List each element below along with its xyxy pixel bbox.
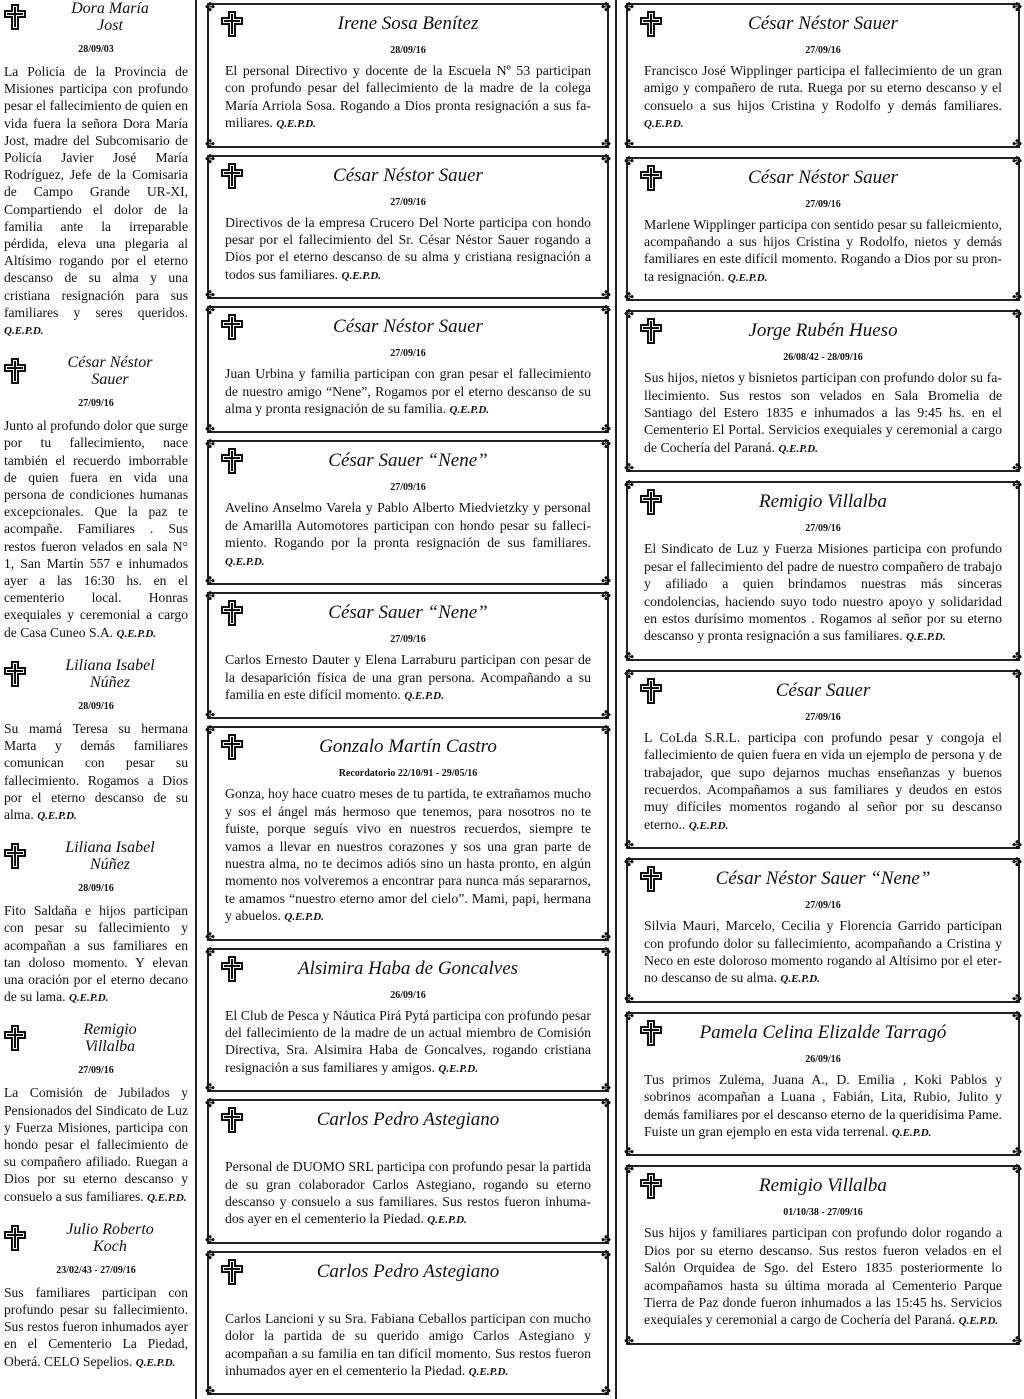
qepd: Q.E.P.D. [644,118,684,131]
deceased-name: César Néstor Sauer [333,316,483,338]
date: 27/09/16 [390,634,426,646]
deceased-name: Carlos Pedro Astegiano [316,1109,500,1131]
qepd: Q.E.P.D. [4,325,44,338]
corner-ornament-icon: ✤ [1011,1333,1022,1348]
corner-ornament-icon: ✤ [1011,838,1022,853]
middle-column [205,0,611,1399]
cross-icon [221,956,243,987]
obituary-text: Avelino Anselmo Varela y Pablo Alberto Miedvietzky y personal de Amarilla Automotores participan con hondo pesar su fallecimiento. Rogando por la pronta resignación de sus familiares. Q.E.P.D. [225,500,591,568]
date: 26/08/42 - 28/09/16 [783,352,863,364]
corner-ornament-icon: ✤ [600,944,611,959]
obituary-box [624,307,1022,476]
corner-ornament-icon: ✤ [624,307,635,322]
corner-ornament-icon: ✤ [600,708,611,723]
qepd: Q.E.P.D. [135,1356,176,1369]
obituary-text: Marlene Wipplinger participa con sentido pesar su falleicmiento, acompañando a sus hijos Cristina y Rodolfo, nietos y demás familiares en este difícil momento. Rogando a Dios por su pronta resignación. Q.E.P.D. [644,216,1002,284]
cross-icon [221,734,243,765]
cross-icon [4,843,26,874]
obituary-text: Tus primos Zulema, Juana A., D. Emilia , Koki Pablos y sobrinos acompañan a Luana , Fabián, Lita, Rubio, Julito y demás familiares por el descanso eterno de la queridísima Pame. Fuiste un gran ejemplo en esta vida terrenal. Q.E.P.D. [644,1071,1002,1139]
cross-icon [640,866,662,897]
corner-ornament-icon: ✤ [600,574,611,589]
obituary-text: Carlos Lancioni y su Sra. Fabiana Ceballos participan con mucho dolor la partida de su querido amigo Carlos Astegiano y acompañan a su familia en tan difícil momento. Sus restos fueron inhumados ayer en el cementerio la Piedad. Q.E.P.D. [225,1310,591,1379]
deceased-name: Jorge Rubén Hueso [748,320,898,342]
corner-ornament-icon: ✤ [205,944,216,959]
date: 28/09/16 [78,883,114,895]
deceased-name: Liliana Isabel Núñez [65,839,155,874]
date: 27/09/16 [78,1065,114,1077]
obituary-notice [4,839,188,1007]
cross-icon [4,661,26,692]
cross-icon [221,448,243,479]
corner-ornament-icon: ✤ [624,478,635,493]
date: 27/09/16 [805,523,841,535]
qepd: Q.E.P.D. [727,271,768,284]
corner-ornament-icon: ✤ [205,288,216,303]
deceased-name: Alsimira Haba de Goncalves [297,957,519,979]
corner-ornament-icon: ✤ [1011,855,1022,870]
deceased-name: Irene Sosa Benítez [337,13,479,34]
obituary-text: Sus hijos y familiares participan con profundo dolor rogando a Dios por su eterno descanso. Sus restos fueron velados en el Salón Orquidea de Sgo. del Estero 1835 posteriormente lo acompañamos hasta su última morada al Cementerio Parque Tierra de Paz donde fueron inhumados a las 15:45 hs. Servicios exequiales y ceremonial a cargo de Cochería del Paraná. Q.E.P.D. [644,1225,1002,1328]
corner-ornament-icon: ✤ [624,0,635,14]
qepd: Q.E.P.D. [341,269,382,282]
date: 01/10/38 - 27/09/16 [783,1207,863,1219]
obituary-box [205,437,611,589]
obituary-box [624,0,1022,151]
cross-icon [221,314,243,345]
deceased-name: César Néstor Sauer [748,13,898,34]
obituary-text: Silvia Mauri, Marcelo, Cecilia y Florencia Garrido participan con profundo dolor su fallecimiento, acompañando a Cristina y Neco en este doloroso momento rogando al Altísimo por el eterno descanso de su alma. Q.E.P.D. [644,918,1002,986]
corner-ornament-icon: ✤ [205,303,216,318]
corner-ornament-icon: ✤ [600,422,611,437]
deceased-name: César Néstor Sauer “Nene” [715,868,931,890]
corner-ornament-icon: ✤ [600,929,611,944]
date: 27/09/16 [805,900,841,912]
corner-ornament-icon: ✤ [205,136,216,151]
date: 28/09/03 [78,44,114,55]
corner-ornament-icon: ✤ [600,1096,611,1111]
corner-ornament-icon: ✤ [600,0,611,14]
corner-ornament-icon: ✤ [205,929,216,944]
deceased-name: Carlos Pedro Astegiano [316,1260,500,1282]
obituary-notice [4,354,188,643]
corner-ornament-icon: ✤ [624,666,635,681]
column-divider-right [615,0,617,1399]
deceased-name: Gonzalo Martín Castro [319,736,497,758]
corner-ornament-icon: ✤ [1011,649,1022,664]
corner-ornament-icon: ✤ [205,589,216,604]
cross-icon [221,11,243,42]
obituary-box [205,1247,611,1399]
corner-ornament-icon: ✤ [1011,290,1022,305]
corner-ornament-icon: ✤ [205,1081,216,1096]
left-column [4,0,188,1372]
corner-ornament-icon: ✤ [205,1096,216,1111]
date: 27/09/16 [78,398,114,410]
date: 27/09/16 [805,45,841,56]
corner-ornament-icon: ✤ [1011,666,1022,681]
qepd: Q.E.P.D. [958,1315,999,1328]
obituary-text: La Comisión de Jubilados y Pensionados del Sindicato de Luz y Fuerza Misiones, participa con hondo pesar el fallecimiento de su compañero afiliado. Ruegan a Dios por su eterno descanso y consuelo a sus familiares. Q.E.P.D. [4,1085,188,1204]
corner-ornament-icon: ✤ [205,422,216,437]
cross-icon [640,1173,662,1204]
deceased-name: César Néstor Sauer [748,166,898,188]
corner-ornament-icon: ✤ [600,437,611,452]
deceased-name: Remigio Villalba [759,1175,887,1197]
qepd: Q.E.P.D. [906,631,946,644]
date: 27/09/16 [390,482,426,494]
obituary-box [205,0,611,151]
date: 27/09/16 [390,196,426,208]
cross-icon [640,678,662,709]
corner-ornament-icon: ✤ [624,290,635,305]
corner-ornament-icon: ✤ [600,1247,611,1262]
cross-icon [221,163,243,194]
corner-ornament-icon: ✤ [1011,307,1022,322]
corner-ornament-icon: ✤ [1011,991,1022,1006]
date: 27/09/16 [390,348,426,360]
corner-ornament-icon: ✤ [205,723,216,738]
obituary-box [624,153,1022,305]
qepd: Q.E.P.D. [468,1366,509,1379]
deceased-name: Remigio Villalba [83,1021,137,1056]
qepd: Q.E.P.D. [404,689,444,702]
cross-icon [640,165,662,196]
cross-icon [221,1259,243,1290]
cross-icon [640,318,662,349]
corner-ornament-icon: ✤ [624,1333,635,1348]
corner-ornament-icon: ✤ [624,1008,635,1023]
date: 27/09/16 [805,198,841,210]
qepd: Q.E.P.D. [147,1191,187,1204]
date: 27/09/16 [805,711,841,723]
deceased-name: César Sauer “Nene” [328,602,488,624]
obituary-box [624,1008,1022,1160]
obituary-text: La Policía de la Provincia de Misiones participa con profundo pesar el fallecimiento de quien en vida fuera la señora Dora María Jost, madre del Subcomisario de Policía Javier José María Rodríguez, Jefe de la Comisaria de Campo Grande UR-XI, Compartiendo el dolor de la familia ante la irreparable pérdida, eleva una plegaria al Altísimo rogando por el eterno descanso de su alma y una cristiana resignación para sus familiares y seres queridos. Q.E.P.D. [4,64,188,338]
obituary-text: Gonza, hoy hace cuatro meses de tu partida, te extrañamos mucho y sos el ángel más hermoso que tenemos, para nosotros no te fuiste, porque seguís vivo en nuestros recuerdos, siempre te vamos a llevar en nuestros corazones y sos una gran parte de nuestra alma, no te decimos adiós sino un hasta pronto, en algún momento nos volveremos a encontrar para nunca más separarnos, te amamos “nuestro eterno amor del cielo”. Mami, papi, hermana y abuelos. Q.E.P.D. [225,786,591,924]
corner-ornament-icon: ✤ [600,589,611,604]
corner-ornament-icon: ✤ [205,437,216,452]
qepd: Q.E.P.D. [449,404,490,417]
cross-icon [4,4,26,35]
corner-ornament-icon: ✤ [600,151,611,166]
deceased-name: Remigio Villalba [759,491,887,513]
cross-icon [640,489,662,520]
deceased-name: Liliana Isabel Núñez [65,656,155,691]
corner-ornament-icon: ✤ [1011,136,1022,151]
obituary-text: Carlos Ernesto Dauter y Elena Larraburu participan con pesar de la desaparición física de una gran persona. Acompañando a su familia en este difícil momento. Q.E.P.D. [225,652,591,702]
obituary-text: Junto al profundo dolor que surge por tu fallecimiento, nace también el recuerdo imborrable de quien fuera en vida una persona de condiciones humanas excepcionales. Que la paz te acompañe. Familiares . Sus restos fueron velados en sala N° 1, San Martín 557 e inhumados ayer a las 16:30 hs. en el cementerio local. Honras exequiales y ceremonial a cargo de Casa Cuneo S.A. Q.E.P.D. [4,418,188,640]
corner-ornament-icon: ✤ [624,838,635,853]
cross-icon [640,11,662,42]
qepd: Q.E.P.D. [688,819,729,832]
corner-ornament-icon: ✤ [600,136,611,151]
date: 28/09/16 [78,700,114,712]
deceased-name: César Sauer “Nene” [328,450,488,472]
obituary-box [624,855,1022,1006]
right-column [624,0,1022,1348]
corner-ornament-icon: ✤ [205,1247,216,1262]
cross-icon [221,600,243,631]
deceased-name: César Néstor Sauer [333,164,483,186]
date: 28/09/16 [390,45,426,56]
corner-ornament-icon: ✤ [1011,153,1022,168]
corner-ornament-icon: ✤ [624,1145,635,1160]
deceased-name: César Sauer [775,679,871,701]
date: 26/09/16 [805,1053,841,1065]
corner-ornament-icon: ✤ [205,151,216,166]
qepd: Q.E.P.D. [225,555,265,568]
deceased-name: Julio Roberto Koch [66,1220,154,1255]
corner-ornament-icon: ✤ [624,991,635,1006]
cross-icon [640,1020,662,1051]
qepd: Q.E.P.D. [780,973,820,986]
qepd: Q.E.P.D. [116,627,157,640]
obituary-notice [4,657,188,825]
obituary-text: Directivos de la empresa Crucero Del Norte participa con hondo pesar por el fallecimiento del Sr. César Néstor Sauer rogando a Dios por el eterno descanso de su alma y cristiana resignación a todos sus familiares. Q.E.P.D. [225,214,591,282]
date: Recordatorio 22/10/91 - 29/05/16 [338,768,478,780]
deceased-name: César Néstor Sauer [67,354,153,389]
qepd: Q.E.P.D. [37,809,77,822]
corner-ornament-icon: ✤ [205,1384,216,1399]
obituary-box [205,723,611,944]
corner-ornament-icon: ✤ [205,0,216,14]
date: 26/09/16 [390,989,426,1001]
date: 23/02/43 - 27/09/16 [56,1264,136,1276]
corner-ornament-icon: ✤ [1011,1145,1022,1160]
obituary-text: El Sindicato de Luz y Fuerza Misiones participa con profundo pesar el fallecimiento del padre de nuestro compañero de trabajo y afiliado a quien brindamos nuestras más sinceras condolencias, haciendo suyo todo nuestro apoyo y solidaridad en estos durísimo momentos . Rogamos al señor por su eterno descanso y pronta resignación a sus familiares. Q.E.P.D. [644,541,1002,644]
obituary-box [624,478,1022,664]
obituary-box [205,589,611,723]
deceased-name: Dora María Jost [71,0,149,34]
corner-ornament-icon: ✤ [1011,1162,1022,1177]
qepd: Q.E.P.D. [276,118,316,131]
obituary-text: Francisco José Wipplinger participa el fallecimiento de un gran amigo y compañero de ruta. Ruega por su eterno descanso y el consuelo a sus hijos Cristina y Rodolfo y demás familiares. Q.E.P.D. [644,63,1002,131]
corner-ornament-icon: ✤ [1011,1008,1022,1023]
obituary-text: Juan Urbina y familia participan con gran pesar el fallecimiento de nuestro amigo “Nene”, Rogamos por el eterno descanso de su alma y pronta resignación de su familia. Q.E.P.D. [225,366,591,417]
corner-ornament-icon: ✤ [1011,461,1022,476]
obituary-text: Su mamá Teresa su hermana Marta y demás familiares comunican con pesar su fallecimiento. Rogamos a Dios por el eterno descanso de su alma. Q.E.P.D. [4,720,188,822]
obituary-text: El personal Directivo y docente de la Escuela Nº 53 participan con profundo pesar del fallecimiento de la madre de la colega María Arriola Sosa. Rogando a Dios pronta resignación a sus familiares. Q.E.P.D. [225,63,591,131]
corner-ornament-icon: ✤ [600,288,611,303]
deceased-name: Pamela Celina Elizalde Tarragó [699,1021,947,1043]
corner-ornament-icon: ✤ [600,1081,611,1096]
obituary-text: L CoLda S.R.L. participa con profundo pesar y congoja el fallecimiento de quien fuera en vida un ejemplo de persona y de trabajador, que supo dejarnos muchas enseñanzas y buenos recuerdos. Acompañamos a sus familiares y deudos en estos muy difíciles momentos rogando al señor por su descanso eterno.. Q.E.P.D. [644,729,1002,832]
obituary-box [205,1096,611,1247]
cross-icon [4,358,26,389]
corner-ornament-icon: ✤ [600,1232,611,1247]
corner-ornament-icon: ✤ [624,153,635,168]
obituary-text: El Club de Pesca y Náutica Pirá Pytá participa con profundo pesar del fallecimiento de la madre de un actual miembro de Comisión Directiva, Sra. Alsimira Haba de Goncalves, rogando cristiana resignación a sus familiares y amigos. Q.E.P.D. [225,1007,591,1075]
obituary-box [205,944,611,1096]
corner-ornament-icon: ✤ [205,1232,216,1247]
corner-ornament-icon: ✤ [600,723,611,738]
qepd: Q.E.P.D. [778,442,818,455]
obituary-notice [4,0,188,340]
corner-ornament-icon: ✤ [1011,0,1022,14]
obituary-box [205,151,611,303]
obituary-text: Personal de DUOMO SRL participa con profundo pesar la partida de su gran colaborador Carlos Astegiano, rogando su eterno descanso y consuelo a sus familiares. Sus restos fueron inhumados ayer en el cementerio la Piedad. Q.E.P.D. [225,1159,591,1227]
obituary-text: Fito Saldaña e hijos participan con pesar su fallecimiento y acompañan a sus familiares en tan doloso momento. Y elevan una oración por el eterno decano de su lama. Q.E.P.D. [4,903,188,1005]
qepd: Q.E.P.D. [68,992,109,1005]
corner-ornament-icon: ✤ [624,461,635,476]
obituary-text: Sus familiares participan con profundo pesar su fallecimiento. Sus restos fueron inhumados ayer en el Cementerio La Piedad, Oberá. CELO Sepelios. Q.E.P.D. [4,1284,188,1369]
obituary-box [624,666,1022,853]
qepd: Q.E.P.D. [427,1214,467,1227]
qepd: Q.E.P.D. [891,1127,932,1139]
obituary-box [205,303,611,437]
corner-ornament-icon: ✤ [624,136,635,151]
corner-ornament-icon: ✤ [600,303,611,318]
corner-ornament-icon: ✤ [624,649,635,664]
corner-ornament-icon: ✤ [205,708,216,723]
cross-icon [221,1107,243,1138]
qepd: Q.E.P.D. [438,1062,478,1075]
qepd: Q.E.P.D. [284,911,324,924]
cross-icon [4,1025,26,1056]
obituary-notice [4,1021,188,1206]
column-divider-left [195,0,197,1399]
corner-ornament-icon: ✤ [205,574,216,589]
obituary-text: Sus hijos, nietos y bisnietos participan con profundo dolor su fallecimiento. Sus restos son velados en Sala Bromelia de Santiago del Estero 1835 e inhumados a las 9:45 hs. en el Cementerio El Portal. Servicios exequiales y ceremonial a cargo de Cochería del Paraná. Q.E.P.D. [644,370,1002,455]
obituary-notice [4,1221,188,1372]
corner-ornament-icon: ✤ [624,1162,635,1177]
cross-icon [4,1225,26,1256]
corner-ornament-icon: ✤ [600,1384,611,1399]
corner-ornament-icon: ✤ [1011,478,1022,493]
corner-ornament-icon: ✤ [624,855,635,870]
